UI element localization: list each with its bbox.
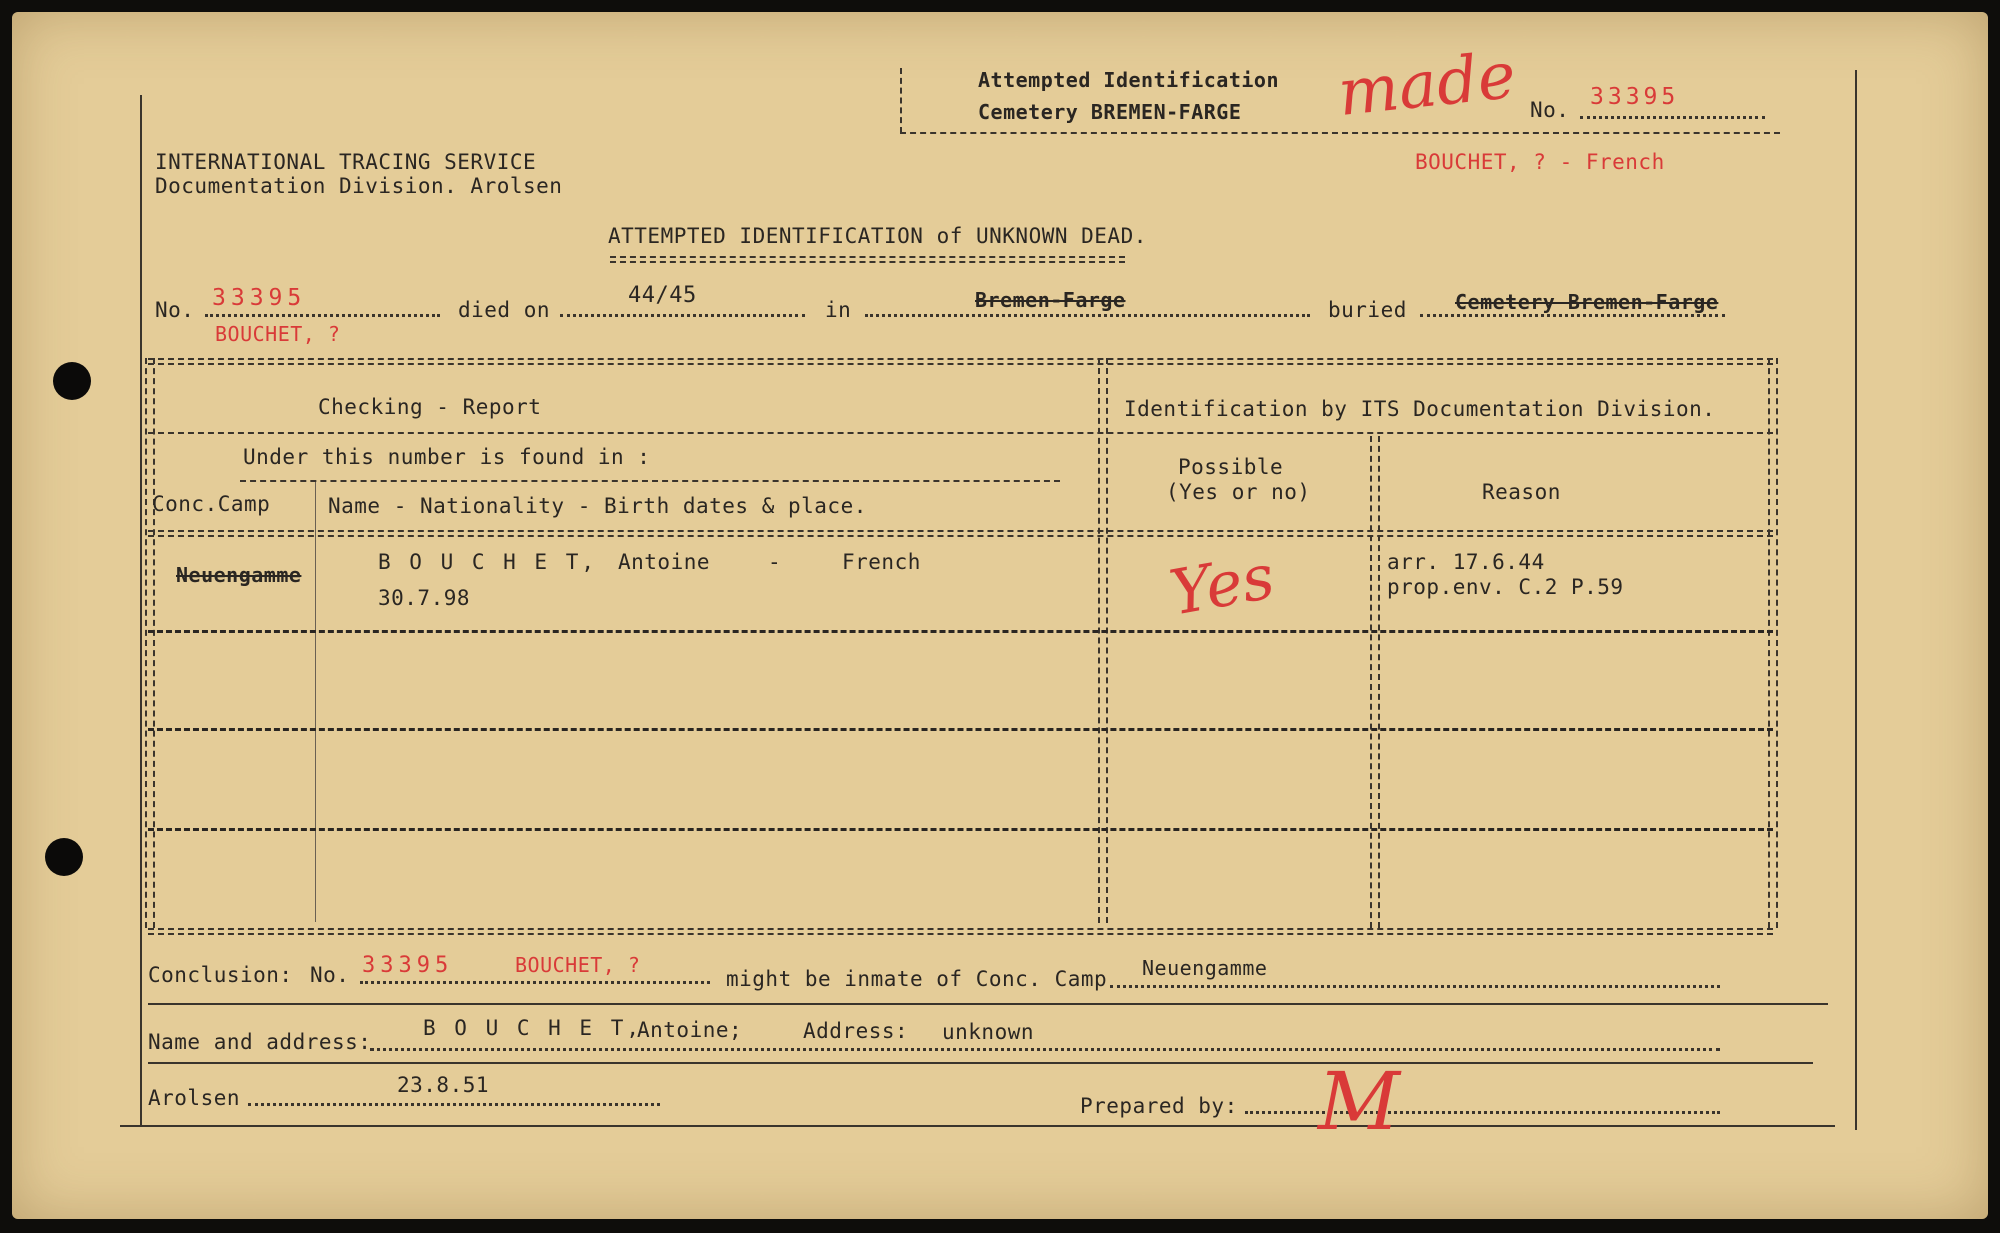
died-value: 44/45	[628, 283, 697, 308]
conclusion-no-value: 33395	[362, 953, 454, 978]
table-header-rule	[148, 432, 1773, 436]
ref-name: BOUCHET, ? - French	[1415, 150, 1665, 174]
in-label: in	[825, 298, 852, 322]
col-reason-header: Reason	[1482, 480, 1561, 504]
conclusion-label: Conclusion:	[148, 963, 293, 987]
footer-date-dots	[248, 1103, 660, 1106]
stamp-underline	[900, 132, 1780, 136]
conclusion-camp: Neuengamme	[1142, 956, 1268, 980]
buried-dots	[1420, 314, 1725, 317]
stamp-bracket	[900, 68, 902, 133]
stamp-no-label: No.	[1530, 98, 1570, 122]
address-rule	[148, 1062, 1813, 1064]
under-number-rule	[240, 480, 1060, 482]
col-possible-header-2: (Yes or no)	[1166, 480, 1311, 504]
address-addr-label: Address:	[803, 1019, 909, 1043]
died-dots	[560, 314, 805, 317]
punch-hole	[45, 838, 83, 876]
checking-report-header: Checking - Report	[318, 395, 542, 419]
stamp-line-2: Cemetery BREMEN-FARGE	[978, 100, 1242, 124]
record-no-dots	[205, 314, 440, 317]
signature: M	[1318, 1055, 1400, 1148]
footer-date: 23.8.51	[397, 1073, 490, 1097]
address-surname: B O U C H E T,	[423, 1016, 643, 1040]
stamp-no-dots	[1580, 116, 1765, 119]
conclusion-middle: might be inmate of Conc. Camp	[726, 967, 1108, 991]
table-top-border	[148, 358, 1773, 365]
row-surname: B O U C H E T,	[378, 550, 598, 574]
record-no-value: 33395	[212, 285, 307, 311]
org-line-1: INTERNATIONAL TRACING SERVICE	[155, 150, 537, 174]
prepared-by-label: Prepared by:	[1080, 1094, 1238, 1118]
stamp-no-value: 33395	[1590, 84, 1680, 110]
row-reason-2: prop.env. C.2 P.59	[1387, 575, 1624, 599]
in-value: Bremen-Farge	[975, 288, 1126, 312]
org-line-2: Documentation Division. Arolsen	[155, 174, 563, 198]
punch-hole	[53, 362, 91, 400]
died-label: died on	[458, 298, 551, 322]
footer-place: Arolsen	[148, 1086, 241, 1110]
table-bottom-border	[148, 928, 1773, 935]
record-no-label: No.	[155, 298, 195, 322]
table-divider-reason	[1370, 436, 1380, 928]
row-rule-1	[148, 630, 1773, 633]
row-birth: 30.7.98	[378, 586, 471, 610]
identification-header: Identification by ITS Documentation Division.	[1124, 397, 1716, 421]
table-left-border	[145, 358, 155, 928]
prepared-by-dots	[1245, 1111, 1720, 1114]
record-name-note: BOUCHET, ?	[215, 322, 341, 346]
left-margin-line	[140, 95, 142, 1125]
col-possible-header-1: Possible	[1178, 455, 1284, 479]
row-reason-1: arr. 17.6.44	[1387, 550, 1545, 574]
under-number-label: Under this number is found in :	[243, 445, 651, 469]
bottom-margin-line	[120, 1125, 1835, 1127]
conclusion-no-dots	[360, 981, 710, 984]
conclusion-rule	[148, 1003, 1828, 1005]
row-rule-2	[148, 728, 1773, 731]
row-dash: -	[768, 550, 782, 574]
address-label: Name and address:	[148, 1030, 372, 1054]
buried-label: buried	[1328, 298, 1407, 322]
conclusion-no-label: No.	[310, 963, 350, 987]
conclusion-camp-dots	[1110, 985, 1720, 988]
col-name-header: Name - Nationality - Birth dates & place.	[328, 494, 867, 518]
row-first-name: Antoine	[618, 550, 711, 574]
address-dots	[370, 1048, 1720, 1051]
table-right-border	[1768, 358, 1778, 928]
row-camp: Neuengamme	[176, 563, 302, 587]
buried-value: Cemetery Bremen-Farge	[1455, 290, 1719, 314]
table-divider-main	[1098, 358, 1108, 923]
page-title: ATTEMPTED IDENTIFICATION of UNKNOWN DEAD.	[608, 224, 1147, 248]
col-camp-header: Conc.Camp	[152, 492, 271, 516]
title-underline	[610, 256, 1125, 263]
handwritten-made: made	[1334, 38, 1520, 132]
address-addr-value: unknown	[942, 1020, 1035, 1044]
row-rule-3	[148, 828, 1773, 831]
column-header-rule	[148, 530, 1773, 537]
row-possible-handwritten: Yes	[1164, 539, 1280, 630]
row-nationality: French	[842, 550, 921, 574]
conclusion-name: BOUCHET, ?	[515, 953, 641, 977]
right-margin-line	[1855, 70, 1857, 1130]
address-first-name: Antoine;	[637, 1018, 743, 1042]
in-dots	[865, 314, 1310, 317]
table-divider-camp	[315, 482, 316, 922]
stamp-line-1: Attempted Identification	[978, 68, 1279, 92]
